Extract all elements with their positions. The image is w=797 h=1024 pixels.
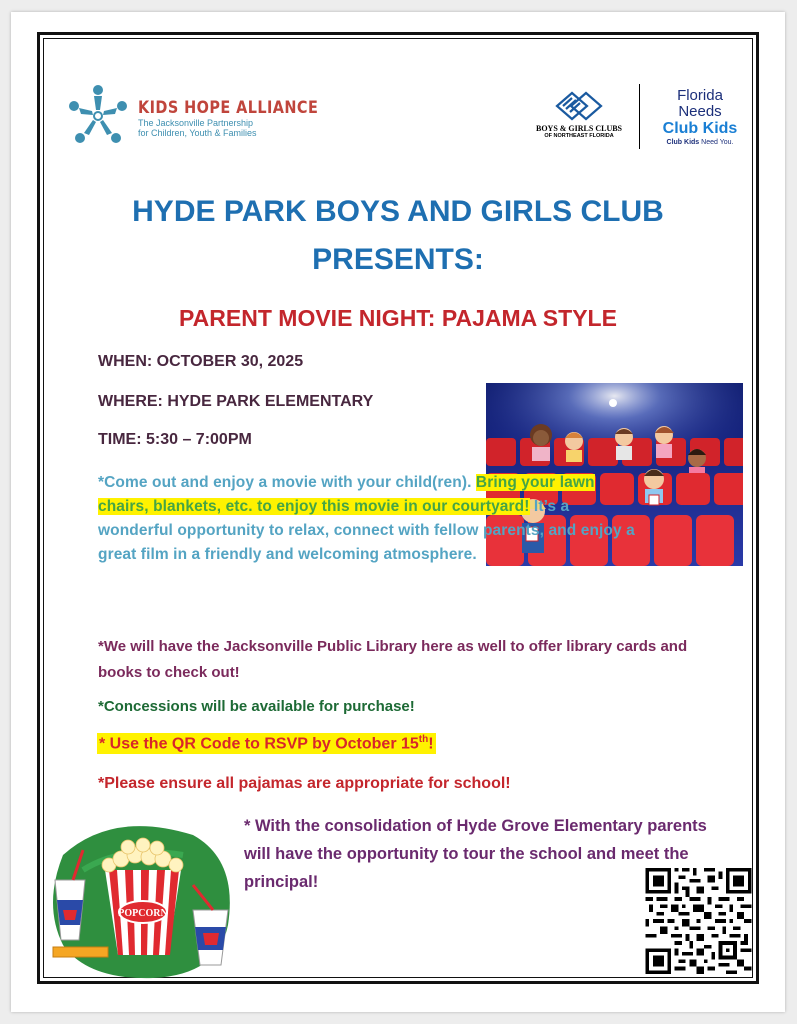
bgc-name: BOYS & GIRLS CLUBS bbox=[535, 124, 623, 133]
title-line1: HYDE PARK BOYS AND GIRLS CLUB bbox=[132, 195, 664, 228]
logo-divider bbox=[639, 84, 640, 149]
event-time: TIME: 5:30 – 7:00PM bbox=[98, 431, 252, 448]
fnck-line2: Needs bbox=[678, 103, 722, 120]
fnck-club-kids: Club Kids bbox=[662, 120, 738, 137]
event-where: WHERE: HYDE PARK ELEMENTARY bbox=[98, 393, 374, 410]
event-subtitle: PARENT MOVIE NIGHT: PAJAMA STYLE bbox=[179, 305, 617, 331]
event-description: *Come out and enjoy a movie with your child(ren). Bring your lawn chairs, blankets, etc. to enjoy this movie in our courtyard! It’s a wonderful opportunity to relax, connect with fellow parents, and enjoy a great film in a friendly and welcoming atmosphere. bbox=[98, 474, 635, 563]
fnck-line1: Florida bbox=[677, 87, 723, 104]
consolidation-note: * With the consolidation of Hyde Grove Elementary parents will have the opportunity to tour the school and meet the principal! bbox=[244, 817, 707, 891]
kha-title: KIDS HOPE ALLIANCE bbox=[138, 98, 319, 118]
rsvp-note: * Use the QR Code to RSVP by October 15th! bbox=[99, 734, 434, 753]
library-note: *We will have the Jacksonville Public Library here as well to offer library cards and books to check out! bbox=[98, 638, 688, 681]
fnck-tagline: Club Kids Need You. bbox=[666, 139, 734, 146]
pajama-note: *Please ensure all pajamas are appropriate for school! bbox=[98, 775, 511, 792]
highlighted-text: Bring your lawn chairs, blankets, etc. to enjoy this movie in our courtyard! bbox=[98, 474, 595, 515]
kha-subtitle: The Jacksonville Partnership for Children, Youth & Families bbox=[138, 118, 257, 138]
rsvp-qr-code[interactable] bbox=[645, 868, 752, 974]
event-when: WHEN: OCTOBER 30, 2025 bbox=[98, 353, 304, 370]
boys-girls-clubs-icon bbox=[554, 90, 604, 122]
bgc-region: OF NORTHEAST FLORIDA bbox=[544, 133, 614, 139]
title-line2: PRESENTS: bbox=[312, 243, 484, 276]
popcorn-label: POPCORN bbox=[118, 908, 168, 919]
popcorn-illustration bbox=[43, 815, 243, 980]
concessions-note: *Concessions will be available for purchase! bbox=[98, 698, 415, 715]
